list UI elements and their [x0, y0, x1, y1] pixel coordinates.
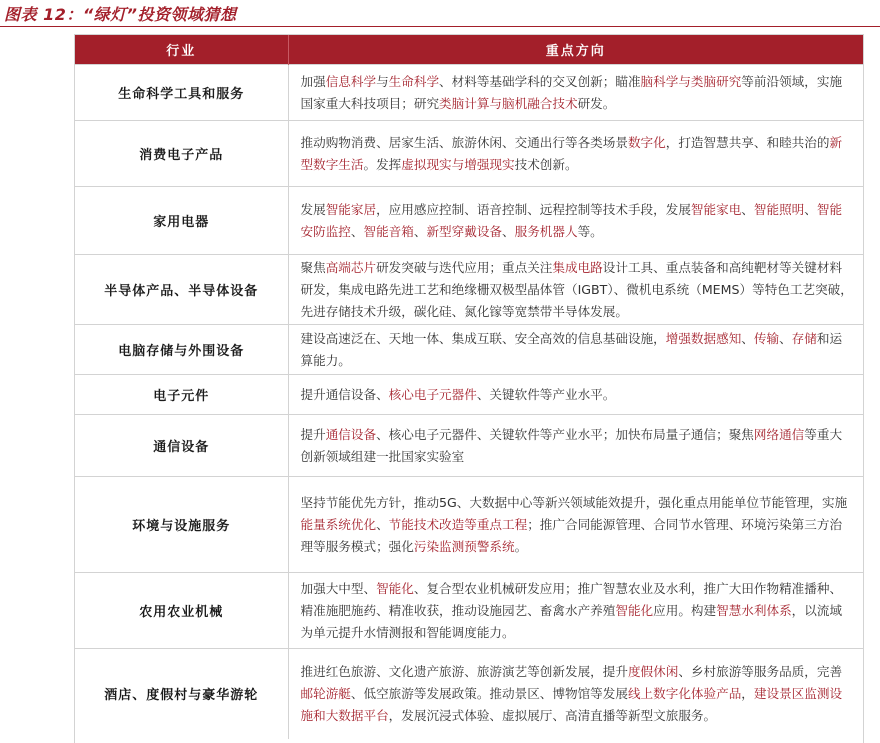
direction-text: [289, 661, 864, 727]
industry-cell: 通信设备: [75, 415, 288, 477]
direction-text-segment: 、: [350, 223, 364, 239]
industry-cell: 农用农业机械: [75, 573, 288, 649]
figure-title-bar: [0, 0, 880, 27]
direction-text-segment: 。: [514, 538, 528, 554]
highlighted-keyword: 类脑计算与脑机融合技术: [439, 95, 578, 111]
direction-text: [289, 257, 864, 323]
direction-text-segment: 、: [413, 223, 427, 239]
table-row: [75, 573, 863, 649]
table-row: [75, 415, 863, 477]
direction-text-segment: ，以流域为单元提升水情测报和智能调度能力。: [300, 602, 843, 640]
direction-text-segment: 与: [376, 73, 389, 89]
table-row: [75, 187, 863, 255]
direction-text-segment: ，: [741, 685, 754, 701]
direction-cell: [288, 255, 863, 325]
industry-table: [75, 35, 863, 739]
direction-text-segment: 加强大中型、: [300, 580, 377, 596]
header-direction: 重点方向: [288, 35, 863, 65]
direction-text-segment: ；推广合同能源管理、合同节水管理、环境污染第三方治理等服务模式；强化: [300, 516, 843, 554]
highlighted-keyword: 通信设备: [325, 426, 377, 442]
highlighted-keyword: 度假休闲: [627, 663, 679, 679]
highlighted-keyword: 新型穿戴设备: [426, 223, 502, 239]
direction-text-segment: 、: [804, 201, 817, 217]
highlighted-keyword: 节能技术改造等重点工程: [388, 516, 528, 532]
table-body: [75, 65, 863, 739]
highlighted-keyword: 集成电路: [552, 259, 603, 275]
direction-text-segment: 等。: [577, 223, 603, 239]
highlighted-keyword: 网络通信: [753, 426, 805, 442]
direction-text-segment: 坚持节能优先方针，推动5G、大数据中心等新兴领域能效提升，强化重点用能单位节能管理，实施: [300, 494, 848, 510]
direction-text: [289, 424, 864, 468]
direction-text-segment: 研发。: [577, 95, 616, 111]
direction-text-segment: 研发突破与迭代应用；重点关注: [376, 259, 553, 275]
industry-cell: 酒店、度假村与豪华游轮: [75, 649, 288, 739]
direction-text-segment: 建设高速泛在、天地一体、集成互联、安全高效的信息基础设施，: [300, 330, 666, 346]
direction-text: [289, 578, 864, 644]
direction-text-segment: 、关键软件等产业水平。: [476, 386, 616, 402]
highlighted-keyword: 脑科学与类脑研究: [640, 73, 742, 89]
direction-cell: [288, 375, 863, 415]
industry-cell: 生命科学工具和服务: [75, 65, 288, 121]
direction-text-segment: 技术创新。: [514, 156, 578, 172]
direction-text-segment: 、材料等基础学科的交叉创新；瞄准: [439, 73, 641, 89]
direction-cell: [288, 649, 863, 739]
highlighted-keyword: 存储: [791, 330, 817, 346]
direction-cell: [288, 573, 863, 649]
direction-text-segment: 推进红色旅游、文化遗产旅游、旅游演艺等创新发展，提升: [300, 663, 628, 679]
table-row: [75, 649, 863, 739]
direction-text-segment: 和运算能力。: [300, 330, 843, 368]
highlighted-keyword: 污染监测预警系统: [413, 538, 515, 554]
direction-text: [289, 384, 864, 406]
highlighted-keyword: 智能化: [376, 580, 414, 596]
direction-text-segment: 、乡村旅游等服务品质，完善: [678, 663, 843, 679]
highlighted-keyword: 新型数字生活: [300, 134, 843, 172]
table-row: [75, 255, 863, 325]
highlighted-keyword: 建设景区监测设施和大数据平台: [300, 685, 843, 723]
direction-text-segment: ，应用感应控制、语音控制、远程控制等技术手段，发展: [376, 201, 691, 217]
direction-text-segment: 、: [376, 516, 389, 532]
highlighted-keyword: 高端芯片: [325, 259, 377, 275]
highlighted-keyword: 智慧水利体系: [716, 602, 792, 618]
direction-text-segment: 等重大创新领域组建一批国家实验室: [300, 426, 843, 464]
header-row: [75, 35, 863, 65]
direction-text-segment: 提升: [300, 426, 326, 442]
highlighted-keyword: 智能家居: [325, 201, 377, 217]
direction-text-segment: 、低空旅游等发展政策。推动景区、博物馆等发展: [350, 685, 628, 701]
highlighted-keyword: 智能安防监控: [300, 201, 843, 239]
direction-text: [289, 328, 864, 372]
table-header: [75, 35, 863, 65]
highlighted-keyword: 智能照明: [753, 201, 805, 217]
direction-text-segment: ，打造智慧共享、和睦共治的: [665, 134, 830, 150]
direction-text-segment: 、: [779, 330, 792, 346]
industry-cell: 消费电子产品: [75, 121, 288, 187]
industry-cell: 环境与设施服务: [75, 477, 288, 573]
direction-cell: [288, 187, 863, 255]
direction-cell: [288, 415, 863, 477]
direction-text-segment: 应用。构建: [653, 602, 717, 618]
highlighted-keyword: 虚拟现实与增强现实: [401, 156, 515, 172]
direction-text-segment: 发展: [300, 201, 326, 217]
industry-cell: 电脑存储与外围设备: [75, 325, 288, 375]
direction-text: [289, 71, 864, 115]
direction-cell: [288, 65, 863, 121]
highlighted-keyword: 智能家电: [690, 201, 742, 217]
highlighted-keyword: 传输: [753, 330, 780, 346]
direction-text-segment: 等前沿领域，实施国家重大科技项目；研究: [300, 73, 843, 111]
highlighted-keyword: 能量系统优化: [300, 516, 377, 532]
header-industry: 行业: [75, 35, 288, 65]
direction-cell: [288, 325, 863, 375]
highlighted-keyword: 增强数据感知: [665, 330, 742, 346]
table-row: [75, 65, 863, 121]
highlighted-keyword: 智能化: [615, 602, 654, 618]
direction-text-segment: 、: [741, 330, 754, 346]
direction-cell: [288, 121, 863, 187]
highlighted-keyword: 信息科学: [325, 73, 377, 89]
direction-text-segment: 、: [502, 223, 515, 239]
direction-text: [289, 132, 864, 176]
industry-cell: 家用电器: [75, 187, 288, 255]
highlighted-keyword: 数字化: [627, 134, 666, 150]
direction-text-segment: 、复合型农业机械研发应用；推广智慧农业及水利，推广大田作物精准播种、精准施肥施药、精准收获，推动设施园艺、畜禽水产养殖: [300, 580, 843, 618]
figure-title: 图表 12：“绿灯”投资领域猜想: [4, 5, 237, 24]
direction-text-segment: 、: [741, 201, 754, 217]
direction-text-segment: 提升通信设备、: [300, 386, 389, 402]
highlighted-keyword: 智能音箱: [363, 223, 414, 239]
table-row: [75, 477, 863, 573]
direction-text-segment: 聚焦: [300, 259, 326, 275]
table-row: [75, 375, 863, 415]
direction-text: [289, 199, 864, 243]
table-row: [75, 325, 863, 375]
direction-text: [289, 492, 864, 558]
highlighted-keyword: 服务机器人: [514, 223, 578, 239]
direction-text-segment: 推动购物消费、居家生活、旅游休闲、交通出行等各类场景: [300, 134, 628, 150]
direction-text-segment: 设计工具、重点装备和高纯靶材等关键材料研发，集成电路先进工艺和绝缘栅双极型晶体管（IGBT）、微机电系统（MEMS）等特色工艺突破，先进存储技术升级，碳化硅、氮化镓等宽禁带半导体发展。: [300, 259, 853, 319]
industry-cell: 电子元件: [75, 375, 288, 415]
direction-text-segment: 加强: [300, 73, 326, 89]
direction-cell: [288, 477, 863, 573]
direction-text-segment: ，发展沉浸式体验、虚拟展厅、高清直播等新型文旅服务。: [388, 707, 717, 723]
highlighted-keyword: 邮轮游艇: [300, 685, 351, 701]
highlighted-keyword: 线上数字化体验产品: [627, 685, 742, 701]
highlighted-keyword: 生命科学: [388, 73, 440, 89]
highlighted-keyword: 核心电子元器件: [388, 386, 477, 402]
industry-table-container: [74, 34, 864, 743]
direction-text-segment: 。发挥: [363, 156, 402, 172]
direction-text-segment: 、核心电子元器件、关键软件等产业水平；加快布局量子通信；聚焦: [376, 426, 754, 442]
table-row: [75, 121, 863, 187]
industry-cell: 半导体产品、半导体设备: [75, 255, 288, 325]
